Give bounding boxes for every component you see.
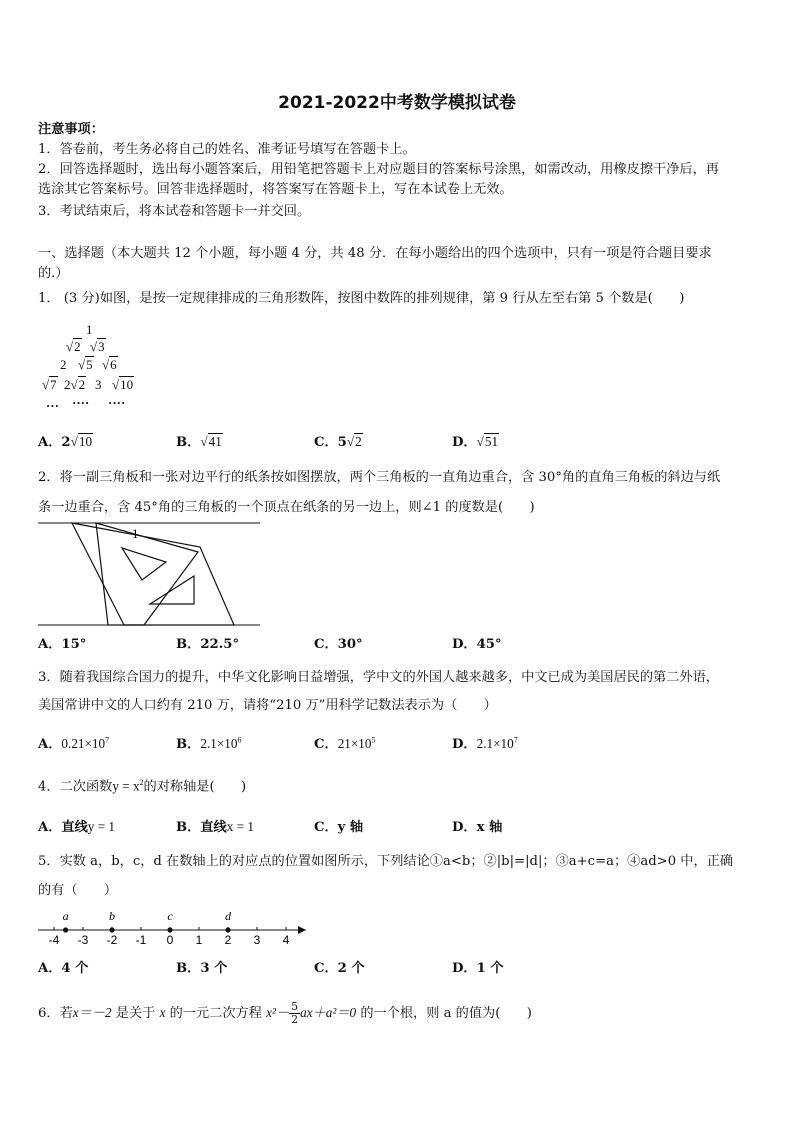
set-square-45: [72, 523, 234, 625]
number-line-point-label: a: [62, 909, 69, 923]
q2-option-b[interactable]: B．22.5°: [176, 637, 240, 652]
triangle-cell: √6: [102, 357, 117, 372]
angle-1-label: 1: [132, 526, 139, 541]
section-heading-cont: 的.）: [38, 266, 69, 281]
number-line-point-c: [167, 927, 172, 932]
section-heading: 一、选择题（本大题共 12 个小题，每小题 4 分，共 48 分．在每小题给出的四个选项中，只有一项是符合题目要求: [38, 246, 712, 261]
triangle-dots: ····: [108, 395, 126, 410]
number-line-tick-label: -3: [77, 933, 89, 947]
notice-item: 1．答卷前，考生务必将自己的姓名、准考证号填写在答题卡上。: [38, 142, 416, 157]
question-6: 6．若x＝－2 是关于 x 的一元二次方程 x²－ $\frac{5}{2}$ ax＋a²＝0 的一个根，则 a 的值为( ): [38, 1000, 532, 1026]
notice-item: 2．回答选择题时，选出每小题答案后，用铅笔把答题卡上对应题目的答案标号涂黑，如需改动，用橡皮擦干净后，再: [38, 162, 719, 177]
q3-option-c[interactable]: C．$21\times 10^5$: [314, 735, 376, 752]
triangle-cell: √2: [66, 339, 81, 354]
q3-option-a[interactable]: A．$0.21\times 10^7$: [38, 735, 110, 752]
number-line-tick-label: 3: [253, 933, 261, 947]
question-1: 1． (3 分)如图，是按一定规律排成的三角形数阵，按图中数阵的排列规律，第 9 行从左至右第 5 个数是( ): [38, 291, 685, 306]
triangle-cell: 2√2: [64, 377, 86, 392]
q1-option-a[interactable]: A．2√10: [38, 434, 93, 450]
number-line-tick-label: -2: [106, 933, 118, 947]
question-3: 3．随着我国综合国力的提升，中华文化影响日益增强，学中文的外国人越来越多，中文已成为美国居民的第二外语，: [38, 670, 719, 685]
q4-option-a[interactable]: A．直线y = 1: [38, 819, 116, 835]
number-line-point-label: d: [225, 909, 231, 923]
number-line-tick-label: -1: [135, 933, 147, 947]
question-2: 2．将一副三角板和一张对边平行的纸条按如图摆放，两个三角板的一直角边重合，含 30°角的直角三角板的斜边与纸: [38, 470, 721, 485]
q4-option-b[interactable]: B．直线x = 1: [176, 819, 254, 835]
number-line-arrow: [298, 926, 306, 934]
q1-option-d[interactable]: D．√51: [452, 434, 499, 450]
number-line-point-b: [109, 927, 114, 932]
q2-option-c[interactable]: C．30°: [314, 637, 363, 652]
question-2-cont: 条一边重合，含 45°角的三角板的一个顶点在纸条的另一边上，则∠1 的度数是( ): [38, 500, 535, 515]
triangle-cell: √10: [112, 377, 134, 392]
q5-option-d[interactable]: D．1 个: [452, 961, 504, 976]
notice-item: 选涂其它答案标号。回答非选择题时，将答案写在答题卡上，写在本试卷上无效。: [38, 182, 513, 197]
number-line-point-d: [225, 927, 230, 932]
number-line-point-label: c: [167, 909, 173, 923]
q3-option-d[interactable]: D．$2.1\times 10^7$: [452, 735, 518, 752]
triangle-ruler-figure: [38, 518, 268, 630]
set-square-30-inner: [122, 548, 166, 580]
triangle-cell: √7: [42, 377, 57, 392]
question-5: 5．实数 a，b，c，d 在数轴上的对应点的位置如图所示，下列结论①a<b；②|b|=|d|；③a+c=a；④ad>0 中，正确: [38, 854, 734, 869]
number-line-tick-label: 0: [166, 933, 174, 947]
notice-item: 3．考试结束后，将本试卷和答题卡一并交回。: [38, 204, 311, 219]
triangle-cell: 2: [60, 357, 67, 372]
set-square-45-inner: [150, 576, 194, 604]
q1-option-c[interactable]: C．5√2: [314, 434, 362, 450]
triangle-dots: ····: [72, 395, 90, 410]
number-line-tick-label: 4: [282, 933, 290, 947]
page-title: 2021-2022中考数学模拟试卷: [278, 93, 516, 113]
set-square-30: [96, 523, 198, 625]
notice-heading: 注意事项：: [38, 122, 104, 137]
q1-option-b[interactable]: B．√41: [176, 434, 222, 450]
q5-option-a[interactable]: A．4 个: [38, 961, 89, 976]
triangle-cell: √3: [90, 339, 105, 354]
triangle-dots: …: [46, 395, 59, 410]
number-line: [38, 904, 308, 950]
q2-option-a[interactable]: A．15°: [38, 637, 87, 652]
q4-option-c[interactable]: C．y 轴: [314, 820, 364, 835]
number-line-tick-label: 1: [195, 933, 203, 947]
number-line-tick-label: 2: [224, 933, 232, 947]
q3-option-b[interactable]: B．$2.1\times 10^6$: [176, 735, 242, 752]
number-line-tick-label: -4: [48, 933, 60, 947]
question-3-cont: 美国常讲中文的人口约有 210 万，请将“210 万”用科学记数法表示为（ ）: [38, 698, 497, 713]
q4-option-d[interactable]: D．x 轴: [452, 820, 503, 835]
q5-option-c[interactable]: C．2 个: [314, 961, 365, 976]
q5-option-b[interactable]: B．3 个: [176, 961, 228, 976]
q2-option-d[interactable]: D．45°: [452, 637, 502, 652]
triangle-cell: 1: [86, 322, 93, 337]
question-5-cont: 的有（ ）: [38, 883, 118, 898]
number-line-point-label: b: [109, 909, 115, 923]
triangle-cell: 3: [95, 377, 102, 392]
triangle-cell: √5: [78, 357, 93, 372]
question-4: 4．二次函数$y = x^2$的对称轴是( ): [38, 778, 247, 795]
number-line-point-a: [63, 927, 68, 932]
